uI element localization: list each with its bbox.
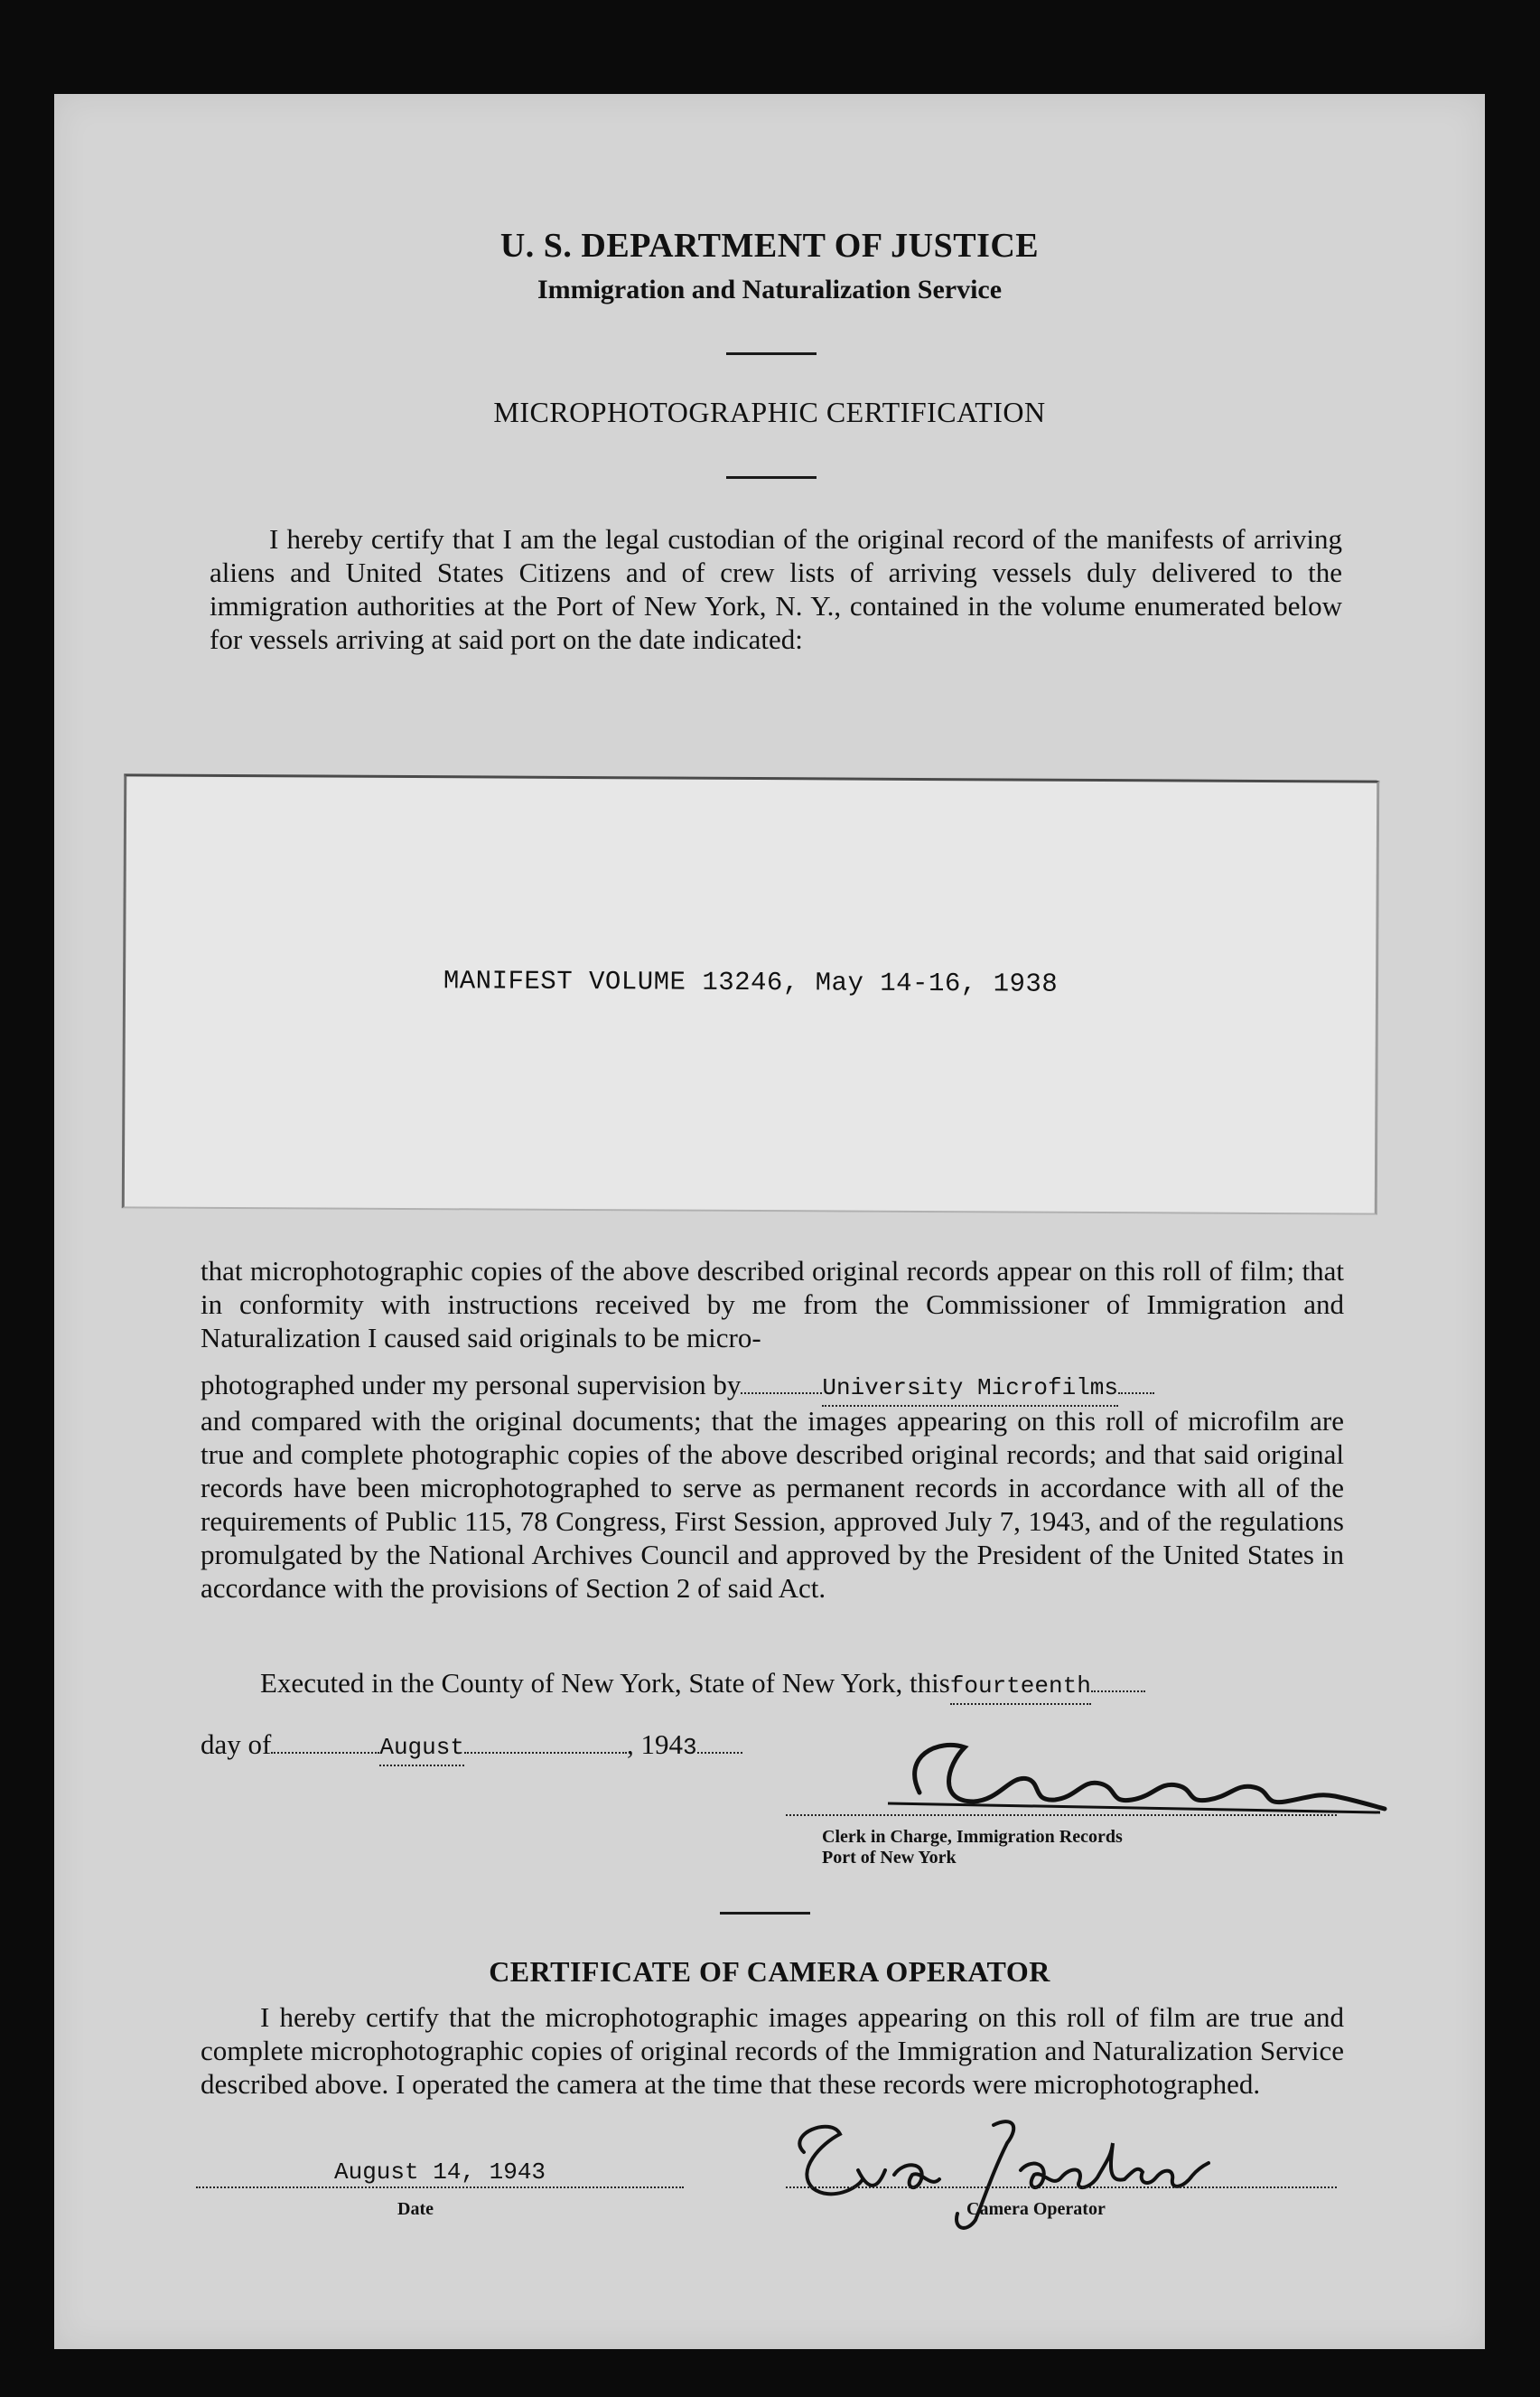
body-paragraph-1: that microphotographic copies of the above described original records appear on this roll of film; that in conformity with instructions received by me from the Commissioner of Immigration and Naturalization I caused said originals to be micro- [201,1255,1344,1353]
certificate-page [54,94,1485,2349]
supervisor-name: University Microfilms [822,1372,1118,1407]
signature-underline [888,1803,1380,1812]
supervision-line [201,1368,1344,1407]
department-title: U. S. DEPARTMENT OF JUSTICE [499,227,1040,265]
certification-heading: MICROPHOTOGRAPHIC CERTIFICATION [493,396,1046,428]
dotted-leader [741,1392,822,1394]
divider-rule [726,352,817,355]
month-value: August [379,1731,464,1766]
clerk-title-line-1: Clerk in Charge, Immigration Records [822,1827,1123,1847]
clerk-title [822,1827,1123,1868]
clerk-title-line-2: Port of New York [822,1848,957,1868]
signature-stroke [799,2127,939,2195]
date-label: Date [397,2199,434,2219]
divider-rule [720,1912,810,1915]
dotted-leader [697,1752,742,1754]
day-value: fourteenth [950,1670,1091,1705]
dotted-leader [1091,1690,1145,1692]
service-subtitle: Immigration and Naturalization Service [537,275,1003,304]
divider-rule [726,476,817,479]
day-of-prefix: day of [201,1728,272,1760]
body-paragraph-2: and compared with the original documents; that the images appearing on this roll of microfilm are true and complete photographic copies of the above described original records; and that said original records have been microphotographed to serve as permanent records in accordance with all of the requirements of Public 115, 78 Congress, First Session, approved July 7, 1943, and of the regulations promulgated by the National Archives Council and approved by the President of the United States in accordance with the provisions of Section 2 of said Act. [201,1405,1344,1604]
executed-line [260,1666,1145,1705]
manifest-insert-card [122,773,1379,1214]
dotted-leader [464,1752,627,1754]
manifest-volume-text: MANIFEST VOLUME 13246, May 14-16, 1938 [443,966,1059,999]
day-of-line [201,1728,742,1766]
operator-dotted-line [786,2186,1337,2188]
signature-stroke [915,1745,1385,1809]
signature-dotted-line [786,1814,1337,1816]
date-dotted-line [196,2186,684,2188]
executed-prefix: Executed in the County of New York, State of New York, this [260,1667,950,1699]
camera-certificate-paragraph: I hereby certify that the microphotographic images appearing on this roll of film are true and complete microphotographic copies of original records of the Immigration and Naturalization Service described above. I operated the camera at the time that these records were microphotographed. [201,2001,1344,2100]
camera-operator-label: Camera Operator [966,2199,1106,2219]
year-prefix: , 194 [626,1728,683,1760]
dotted-leader [271,1752,379,1754]
intro-paragraph: I hereby certify that I am the legal custodian of the original record of the manifests of arriving aliens and United States Citizens and of crew lists of arriving vessels duly delivered to the immigration authorities at the Port of New York, N. Y., contained in the volume enumerated below for vessels arriving at said port on the date indicated: [210,523,1342,655]
camera-certificate-heading: CERTIFICATE OF CAMERA OPERATOR [489,1955,1050,1988]
dotted-leader [1118,1392,1154,1394]
date-value: August 14, 1943 [334,2158,546,2186]
supervision-prefix: photographed under my personal supervision by [201,1369,742,1400]
year-digit: 3 [682,1734,697,1761]
